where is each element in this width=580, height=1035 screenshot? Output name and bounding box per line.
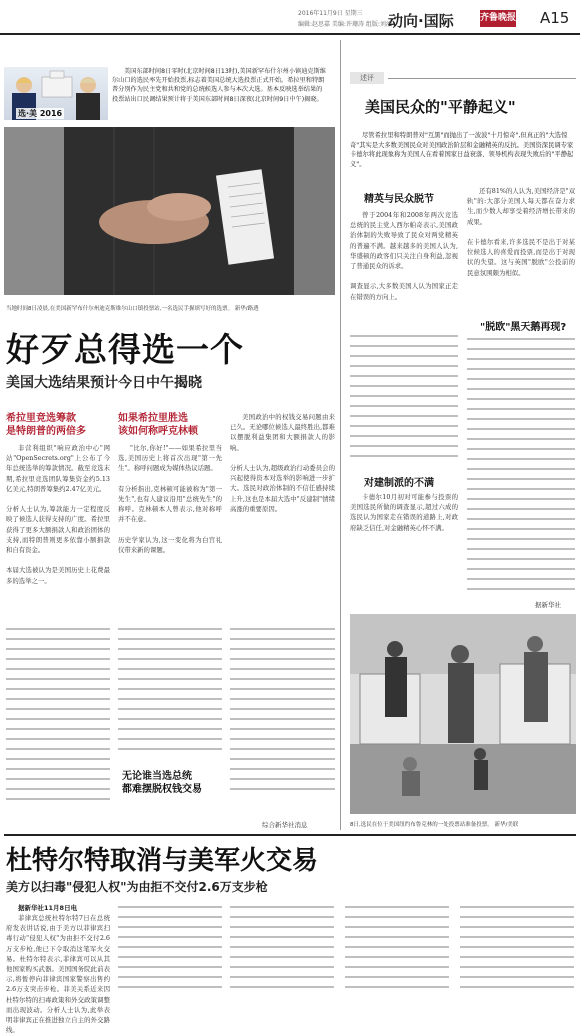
bottom-subheadline: 美方以扫毒"侵犯人权"为由拒不交付2.6万支步枪 xyxy=(6,880,268,894)
photo-caption: 当地时间8日凌晨,在美国新罕布什尔州迪克斯维尔山口镇投票站,一名选民手握填写好的选票。 新华/路透 xyxy=(6,306,259,312)
election-label: 选·美 2016 xyxy=(18,109,63,118)
bottom-filler-text-2 xyxy=(230,906,334,993)
col1-title: 希拉里竞选筹款 是特朗普的两倍多 xyxy=(6,413,86,437)
commentary-lead: 尽管希拉里和特朗普对"互黑"而抛出了一波波"十月惊奇",但真正的"大选惊奇"其实是大多数美国民众对美国政治阶层和金融精英的反抗。美国资深民调专家卡德尔将此现象称为美国人在看着国家日益衰落、领导机构表现失败后的"平静起义"。 xyxy=(350,132,574,168)
col2-text: "比尔,你好!"——如果希拉里当选,美国历史上将首次出现"第一先生"。称呼问题成为媒体热议话题。 有分析指出,克林顿可能被称为"第一先生",也有人建议沿用"总统先生"的称呼。克林顿本人曾表示,他对称呼并不在意。 历史学家认为,这一变化将为白宫礼仪带来新的课题。 xyxy=(118,444,222,555)
commentary-credit: 据新华社 xyxy=(535,601,561,609)
lead-credit: 综合新华社消息 xyxy=(262,821,308,829)
sub-brexit: "脱欧"黑天鹅再现? xyxy=(480,322,567,333)
bottom-filler-text-3 xyxy=(345,906,449,993)
col3-text: 美国政治中的权钱交易问题由来已久。无论哪位候选人最终胜出,都难以摆脱利益集团和大额捐款人的影响。 分析人士认为,超级政治行动委员会的兴起使得资本对选举的影响进一步扩大。选民对政治体制的不信任感持续上升,这也是本届大选中"反建制"情绪高涨的重要原因。 xyxy=(230,413,335,513)
issue-date: 2016年11月9日 星期三 xyxy=(298,10,363,17)
poll-caption: 8日,选民在位于美国纽约布鲁克林的一处投票站准备投票。 新华/美联 xyxy=(350,822,519,828)
brand-logo: 齐鲁晚报 xyxy=(480,10,516,27)
bottom-text: 菲律宾总统杜特尔特7日在总统府发表讲话说,由于美方以菲律宾扫毒行动"侵犯人权"为由拒不交付2.6万支步枪,他已下令取消这笔军火交易。杜特尔特表示,菲律宾可以从其他国家购买武器。美国国务院此前表示,将暂停向菲律宾国家警察出售约2.6万支突击步枪。菲美关系近来因杜特尔特的扫毒政策和外交政策调整而出现波动。分析人士认为,此举表明菲律宾正在推进独立自主的外交路线。 xyxy=(6,914,110,1035)
bottom-dateline: 据新华社11月8日电 xyxy=(18,904,78,912)
commentary-tag: 述评 xyxy=(350,72,384,84)
elites-text: 曾于2004年和2008年两次竞选总统的民主党人西尔帕奇表示,美国政治体制的失败导致了民众对两党精英的普遍不满。越来越多的美国人认为,华盛顿的政客们只关注自身利益,忽视了普通民众的诉求。 调查显示,大多数美国人认为国家正走在错误的方向上。 xyxy=(350,211,458,301)
col1-text: 非营利组织"响应政治中心"网站"OpenSecrets.org"上公布了今年总统选举的筹款情况。截至竞选末期,希拉里竞选团队筹集资金约5.13亿美元,特朗普筹集约2.47亿美元。 分析人士认为,筹款能力一定程度反映了候选人获得支持的广度。希拉里获得了更多大额捐款人和政治团体的支持,而特朗普则更多依靠小额捐款和自有资金。 本届大选被认为是美国历史上花费最多的选举之一。 xyxy=(6,444,110,585)
commentary-rule xyxy=(388,78,576,79)
election-intro: 美国东部时间8日零时(北京时间8日13时),美国新罕布什尔州小镇迪克斯维尔山口的选民率先开始投票,标志着美国总统大选投票正式开始。希拉里和特朗普分别作为民主党和共和党的总统候选人参与本次大选。基本反映选举结果的投票站出口民调结果预计将于美国东部时间8日深夜(北京时间9日中午)揭晓。 xyxy=(112,68,326,103)
sub-elites: 精英与民众脱节 xyxy=(364,194,434,205)
economy-text: 还有81%的人认为,美国经济是"双轨"的:大部分美国人每天都在奋力求生,而少数人却享受着经济增长带来的成果。 在卡德尔看来,许多选民不是出于对某位候选人的喜爱而投票,而是出于对现状的失望。这与英国"脱欧"公投前的民意氛围颇为相似。 xyxy=(467,187,575,277)
bottom-headline: 杜特尔特取消与美军火交易 xyxy=(6,846,319,876)
lead-subheadline: 美国大选结果预计今日中午揭晓 xyxy=(6,375,202,391)
page-number: A15 xyxy=(540,9,570,27)
col2-title: 如果希拉里胜选 该如何称呼克林顿 xyxy=(118,413,198,437)
col2-filler-text xyxy=(118,628,222,758)
voter-photo xyxy=(4,127,335,295)
col2-subtitle: 无论谁当选总统 都难摆脱权钱交易 xyxy=(122,771,202,795)
brexit-filler-text xyxy=(467,338,575,598)
bottom-filler-text-4 xyxy=(460,906,574,993)
elites-filler-text xyxy=(350,335,458,465)
establishment-text: 卡德尔10月初对可能参与投票的美国选民所做的调查显示,超过六成的选民认为国家走在错误的道路上,对政府缺乏信任,对金融精英心怀不满。 xyxy=(350,493,458,532)
lead-headline: 好歹总得选一个 xyxy=(6,330,244,369)
section-title: 动向·国际 xyxy=(388,12,454,30)
bottom-filler-text-1 xyxy=(118,906,222,993)
col3-filler-text xyxy=(230,628,335,803)
col1-filler-text xyxy=(6,628,110,813)
header-rule xyxy=(0,33,580,35)
sub-establishment: 对建制派的不满 xyxy=(364,478,434,489)
column-divider xyxy=(340,40,341,830)
commentary-title: 美国民众的"平静起义" xyxy=(365,98,516,116)
polling-station-photo xyxy=(350,614,576,814)
bottom-rule xyxy=(4,834,576,836)
editor-credits: 编辑:赵思嘉 美编:许珊涛 组版:刘洒 xyxy=(298,21,392,28)
